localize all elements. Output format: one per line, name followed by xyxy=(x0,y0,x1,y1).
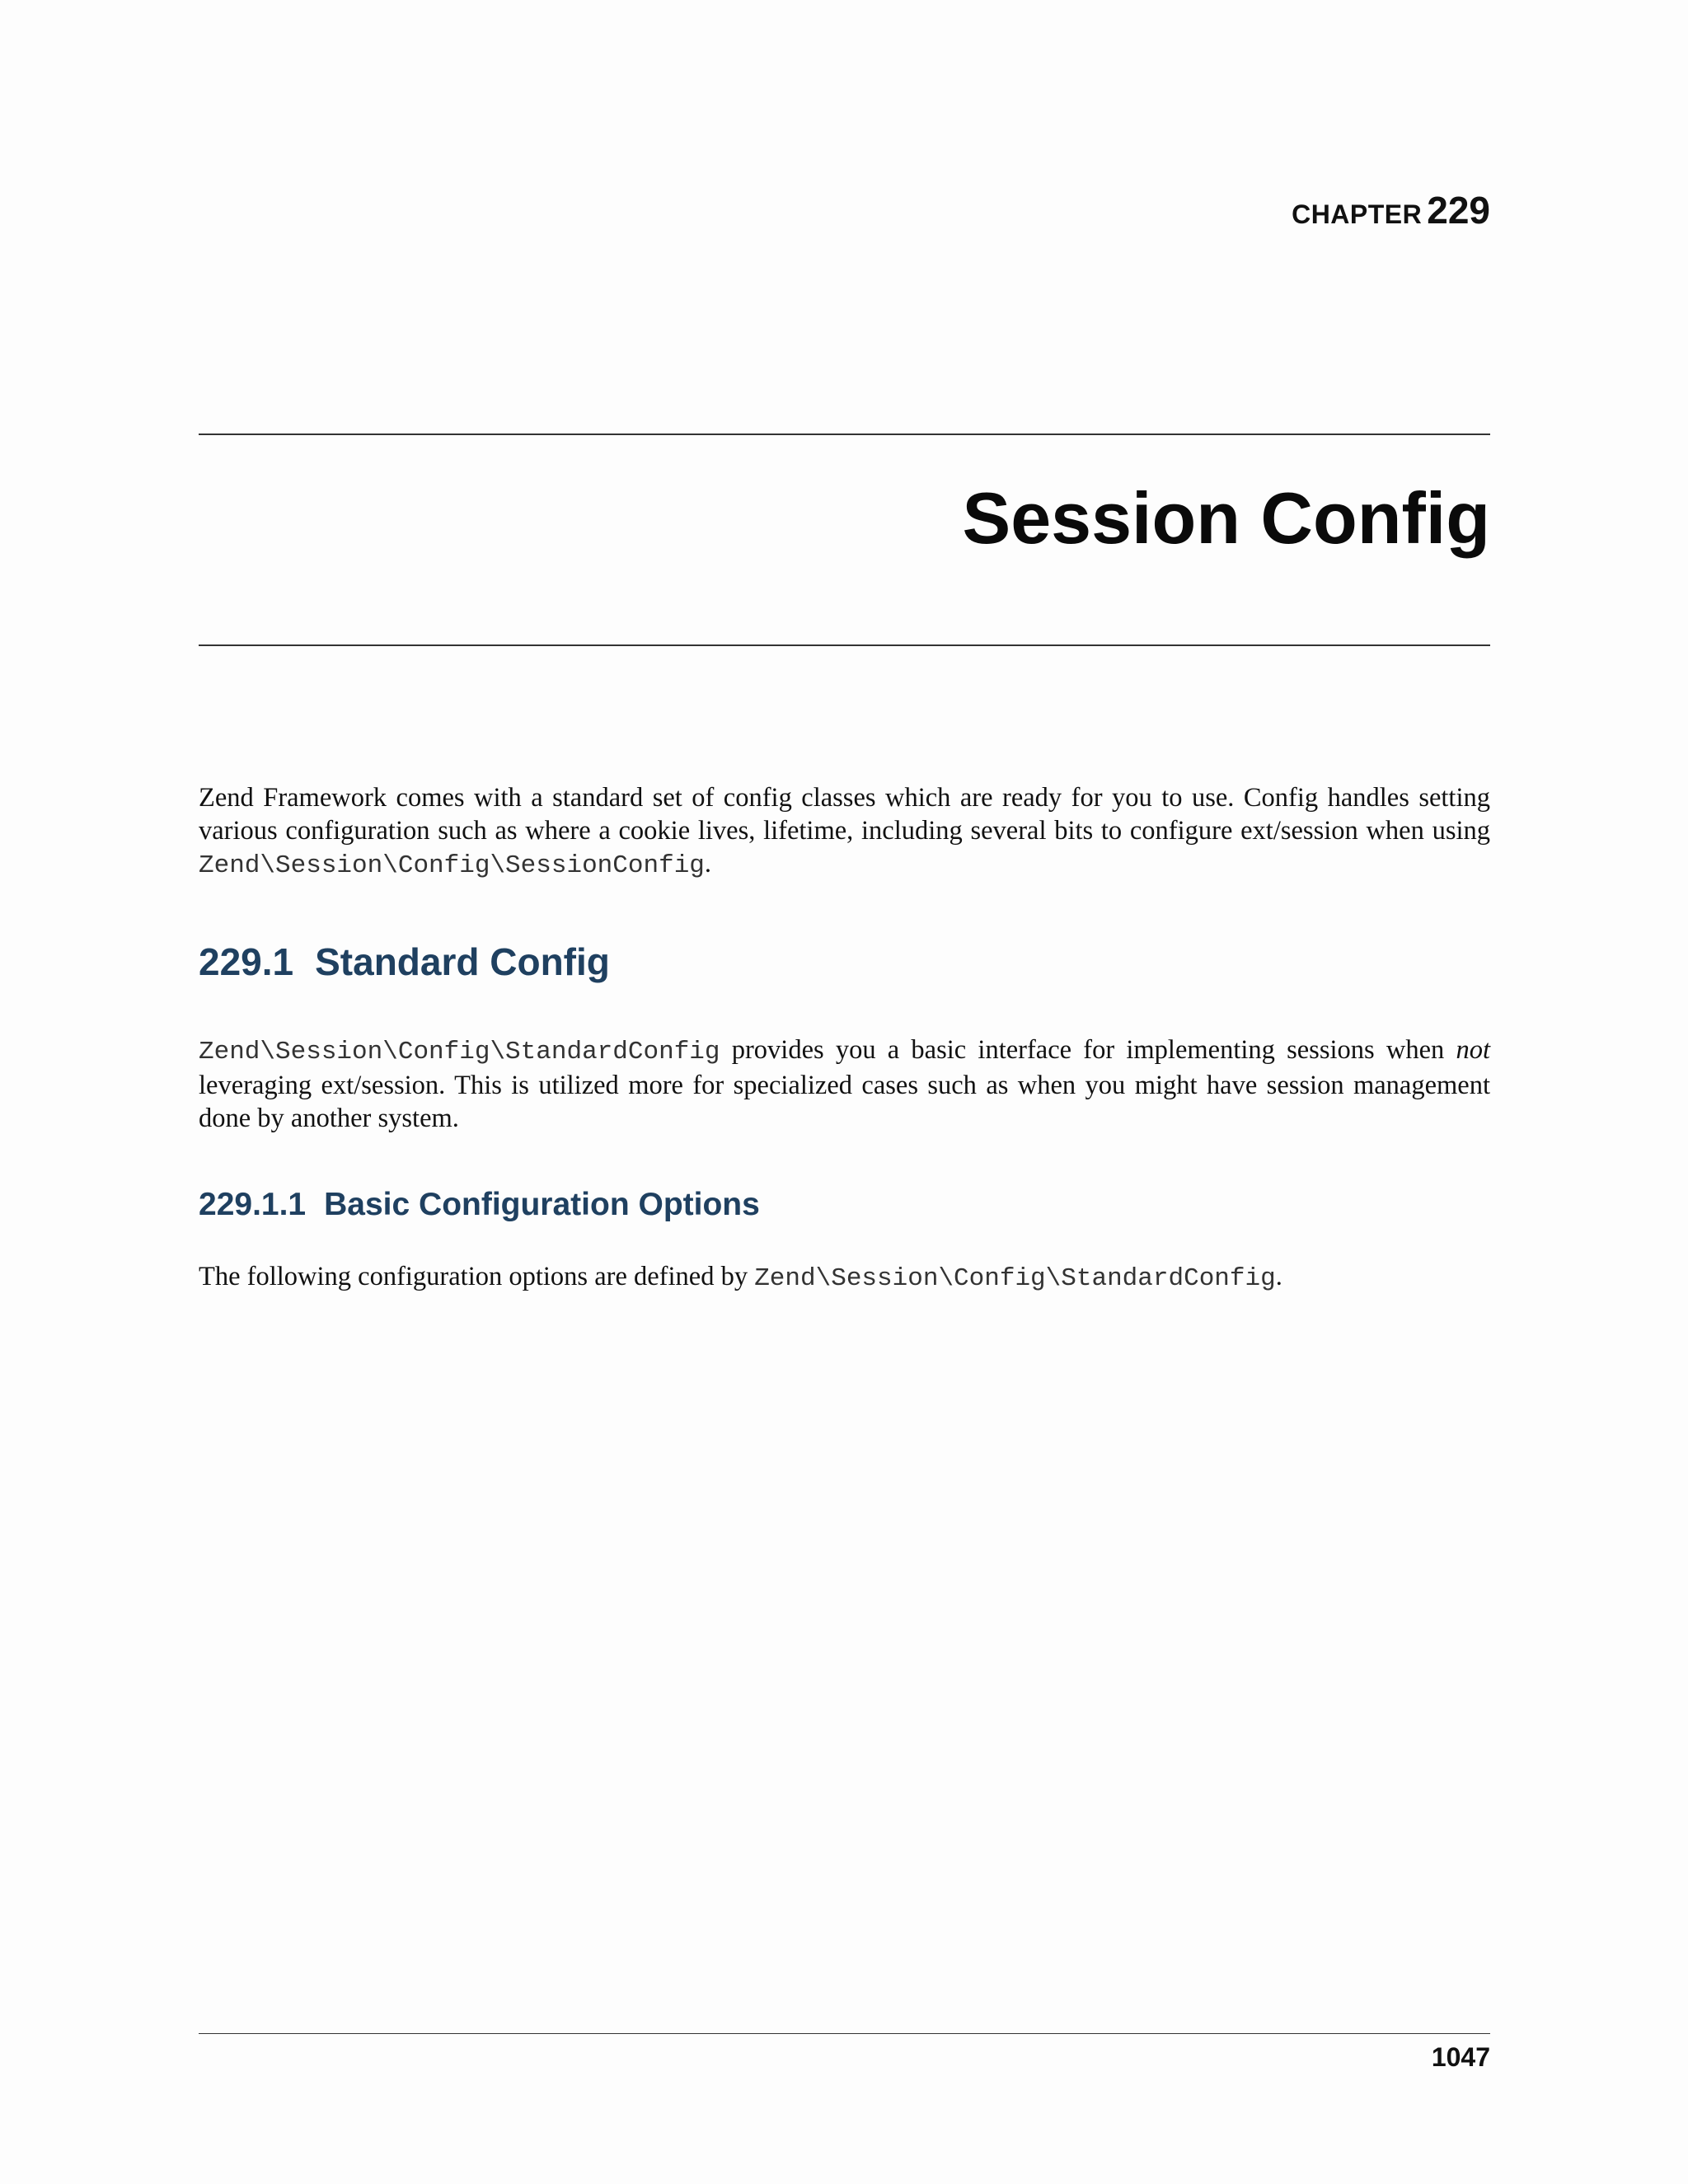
chapter-word: CHAPTER xyxy=(1292,199,1423,229)
page-number: 1047 xyxy=(1431,2042,1490,2072)
footer-rule xyxy=(199,2033,1490,2034)
standard-config-text-end: leveraging ext/session. This is utilized more for specialized cases such as when you might have session management done by another system. xyxy=(199,1071,1490,1133)
title-rule-bottom xyxy=(199,644,1490,646)
chapter-title: Session Config xyxy=(962,477,1490,559)
chapter-number: 229 xyxy=(1427,189,1490,232)
intro-text: Zend Framework comes with a standard set of config classes which are ready for you to use. Config handles setting various configuration such as where a cookie lives, lifetime, including several bits to configure ext/session when using xyxy=(199,783,1490,846)
section-number: 229.1 xyxy=(199,940,294,983)
title-rule-top xyxy=(199,434,1490,435)
basic-options-paragraph xyxy=(199,1260,1490,1296)
standard-config-code: Zend\Session\Config\StandardConfig xyxy=(199,1038,720,1066)
standard-config-paragraph xyxy=(199,1033,1490,1135)
chapter-label xyxy=(1292,188,1490,232)
subsection-number: 229.1.1 xyxy=(199,1187,307,1222)
basic-options-text-end: . xyxy=(1275,1262,1282,1291)
intro-code: Zend\Session\Config\SessionConfig xyxy=(199,851,705,880)
emphasis-not: not xyxy=(1456,1035,1490,1065)
intro-text-end: . xyxy=(704,849,712,879)
standard-config-text: provides you a basic interface for implementing sessions when xyxy=(720,1035,1456,1065)
basic-options-code: Zend\Session\Config\StandardConfig xyxy=(754,1264,1276,1293)
section-title: Standard Config xyxy=(315,940,610,983)
subsection-heading xyxy=(199,1187,760,1223)
section-heading xyxy=(199,940,610,984)
basic-options-text: The following configuration options are defined by xyxy=(199,1262,755,1291)
subsection-title: Basic Configuration Options xyxy=(324,1187,760,1222)
intro-paragraph xyxy=(199,781,1490,883)
